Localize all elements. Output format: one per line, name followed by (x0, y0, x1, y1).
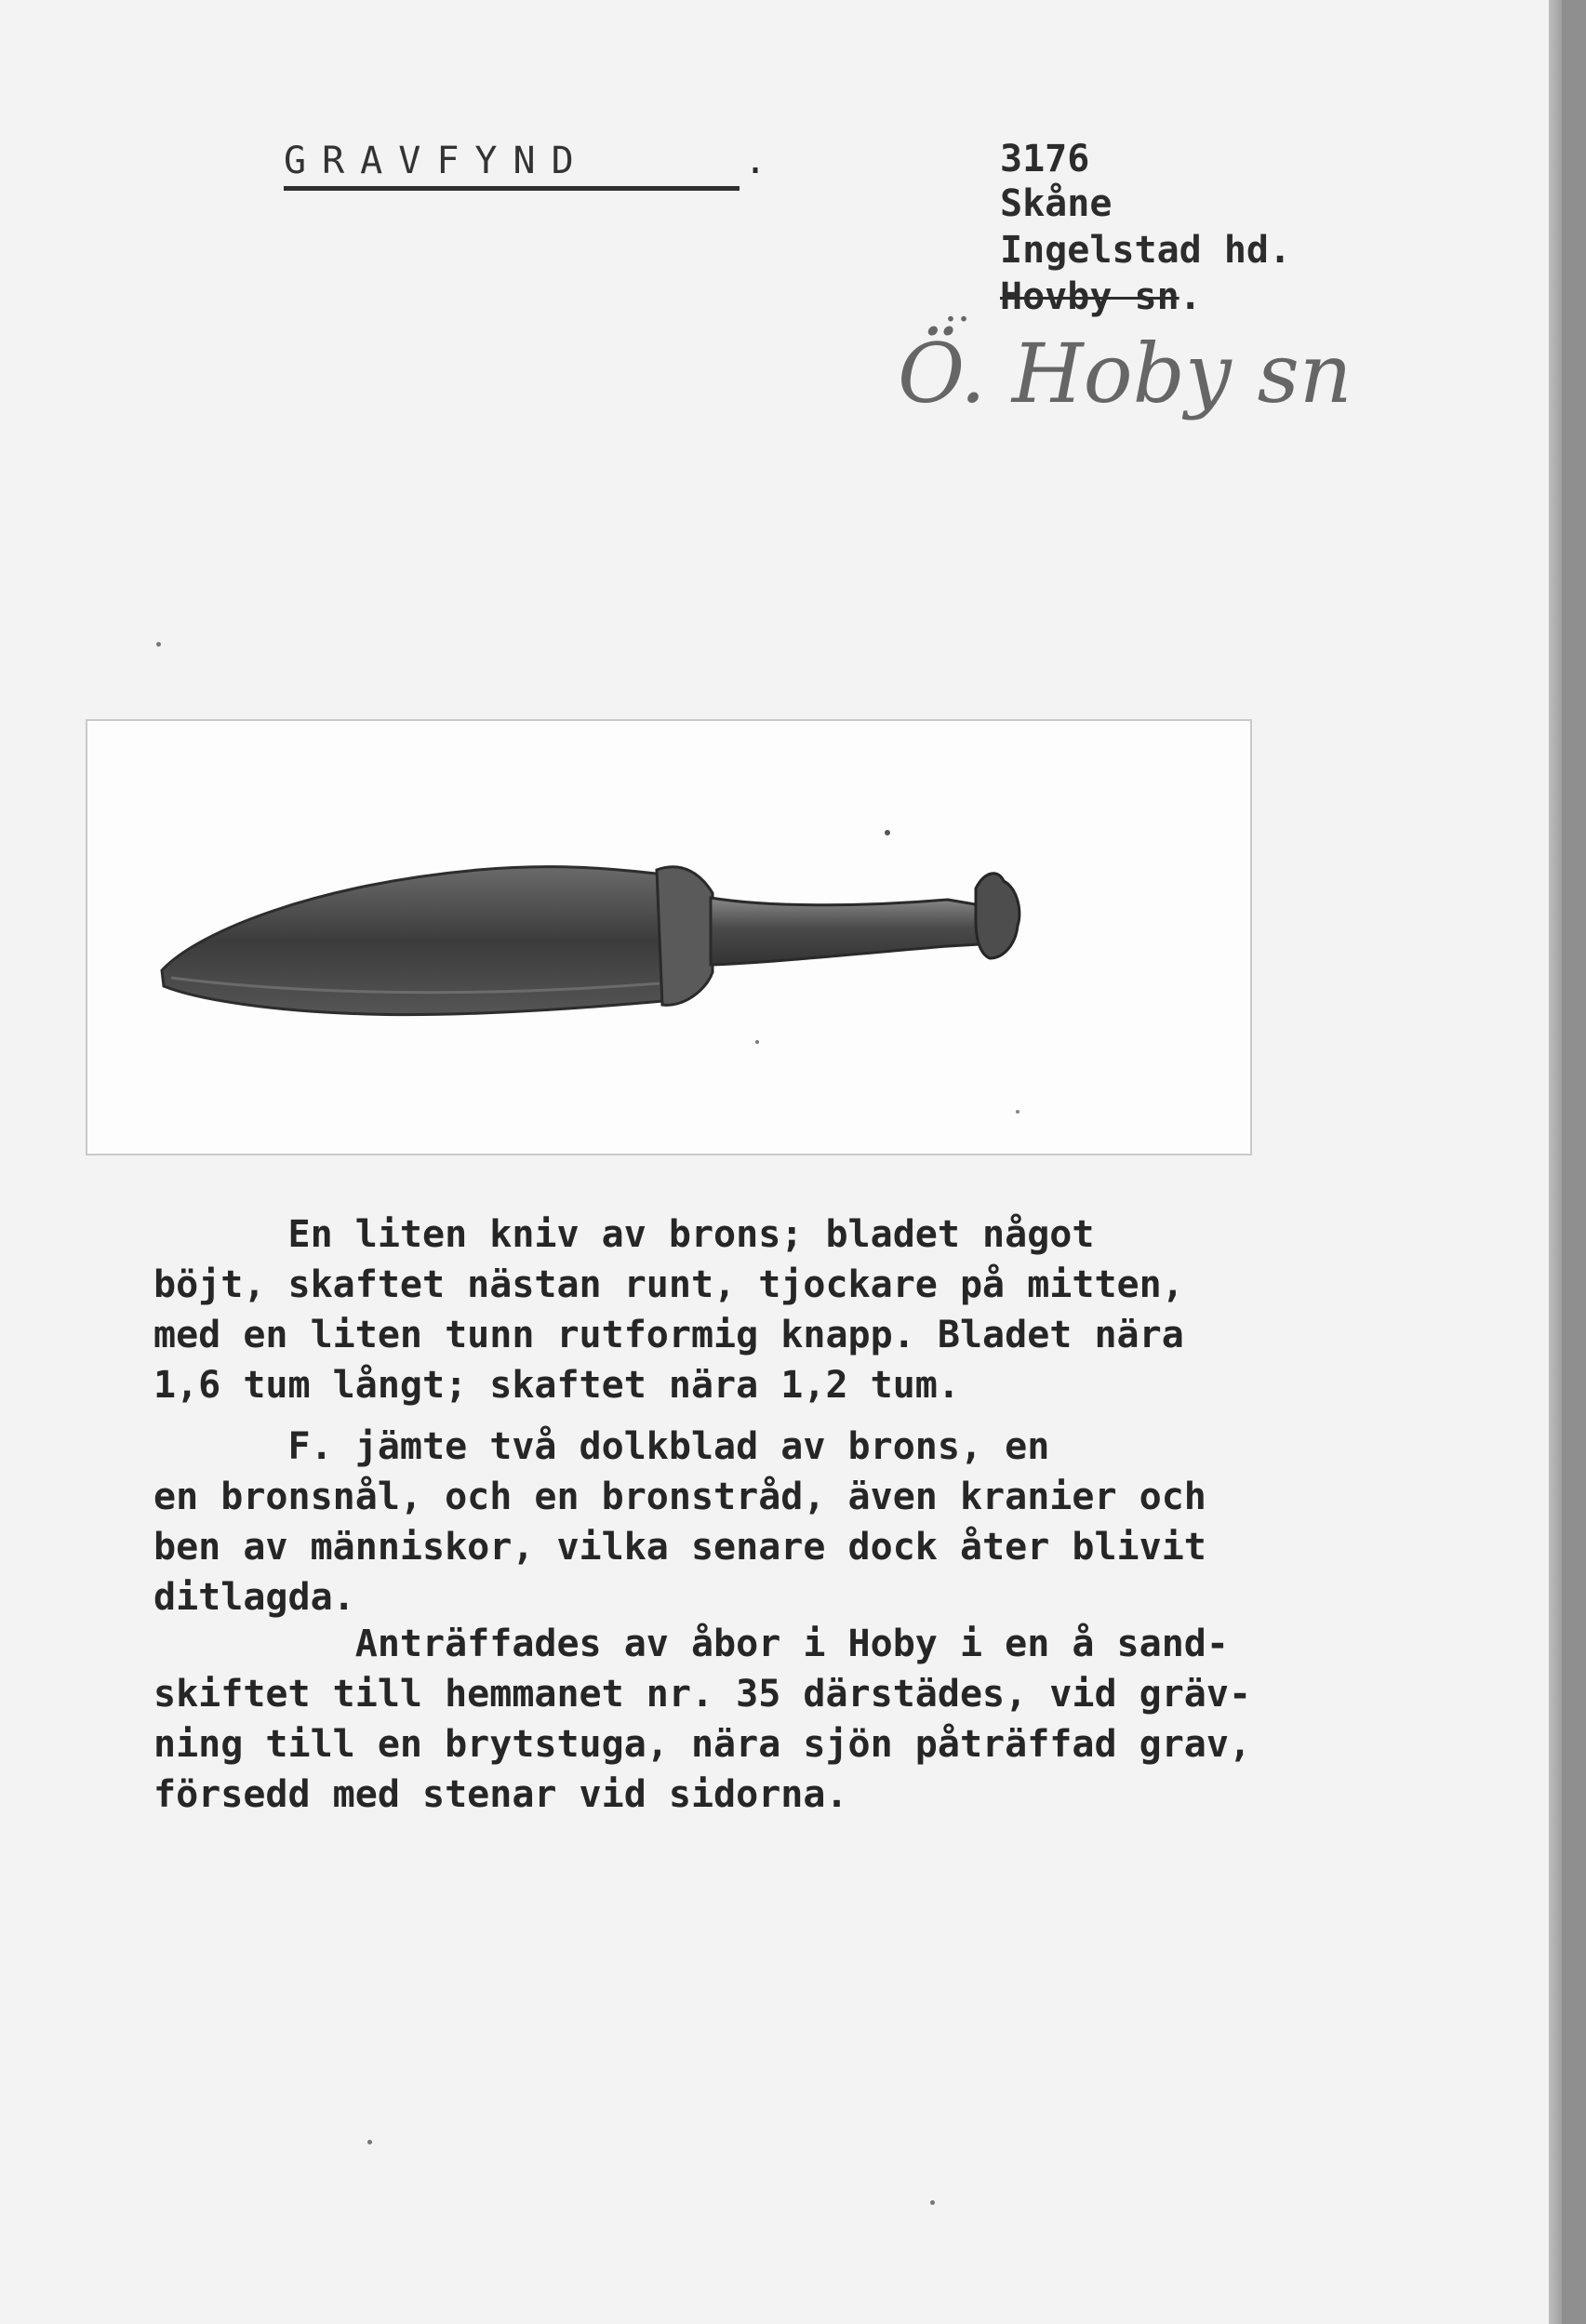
artifact-photo (86, 719, 1252, 1155)
description-paragraph-1 (153, 1209, 1184, 1410)
text-line: med en liten tunn rutformig knapp. Bladet nära (153, 1314, 1184, 1356)
handwritten-parish: Ö. Hoby sn (898, 326, 1353, 421)
text-line: En liten kniv av brons; bladet något (153, 1213, 1095, 1256)
text-line: ditlagda. (153, 1576, 355, 1619)
parish-struck (1000, 275, 1202, 318)
text-line: 1,6 tum långt; skaftet nära 1,2 tum. (153, 1364, 960, 1407)
text-line: F. jämte två dolkblad av brons, en (153, 1425, 1050, 1468)
text-line: försedd med stenar vid sidorna. (153, 1773, 848, 1816)
text-line: böjt, skaftet nästan runt, tjockare på mitten, (153, 1263, 1184, 1306)
parish-struck-dot: . (1179, 275, 1202, 318)
text-line: ben av människor, vilka senare dock åter blivit (153, 1526, 1206, 1569)
paper-speck (156, 642, 161, 647)
text-line: skiftet till hemmanet nr. 35 därstädes, vid gräv- (153, 1673, 1252, 1716)
title-period: . (744, 140, 767, 182)
paper-speck (367, 2140, 372, 2144)
description-paragraph-3 (153, 1619, 1251, 1820)
description-paragraph-2 (153, 1422, 1206, 1623)
parish-struck-text: Hovby sn (1000, 275, 1180, 318)
text-line: ning till en brytstuga, nära sjön påträffad grav, (153, 1723, 1252, 1766)
catalog-number: 3176 (1000, 138, 1090, 180)
text-line: Anträffades av åbor i Hoby i en å sand- (153, 1623, 1229, 1665)
province: Skåne (1000, 182, 1113, 225)
title-underline (284, 186, 740, 191)
bronze-knife-icon (87, 721, 1250, 1154)
card-title: GRAVFYND (284, 140, 590, 182)
paper-speck (930, 2200, 935, 2205)
district: Ingelstad hd. (1000, 229, 1292, 272)
text-line: en bronsnål, och en bronstråd, även kranier och (153, 1476, 1206, 1518)
handwritten-umlaut: .. (944, 284, 970, 331)
